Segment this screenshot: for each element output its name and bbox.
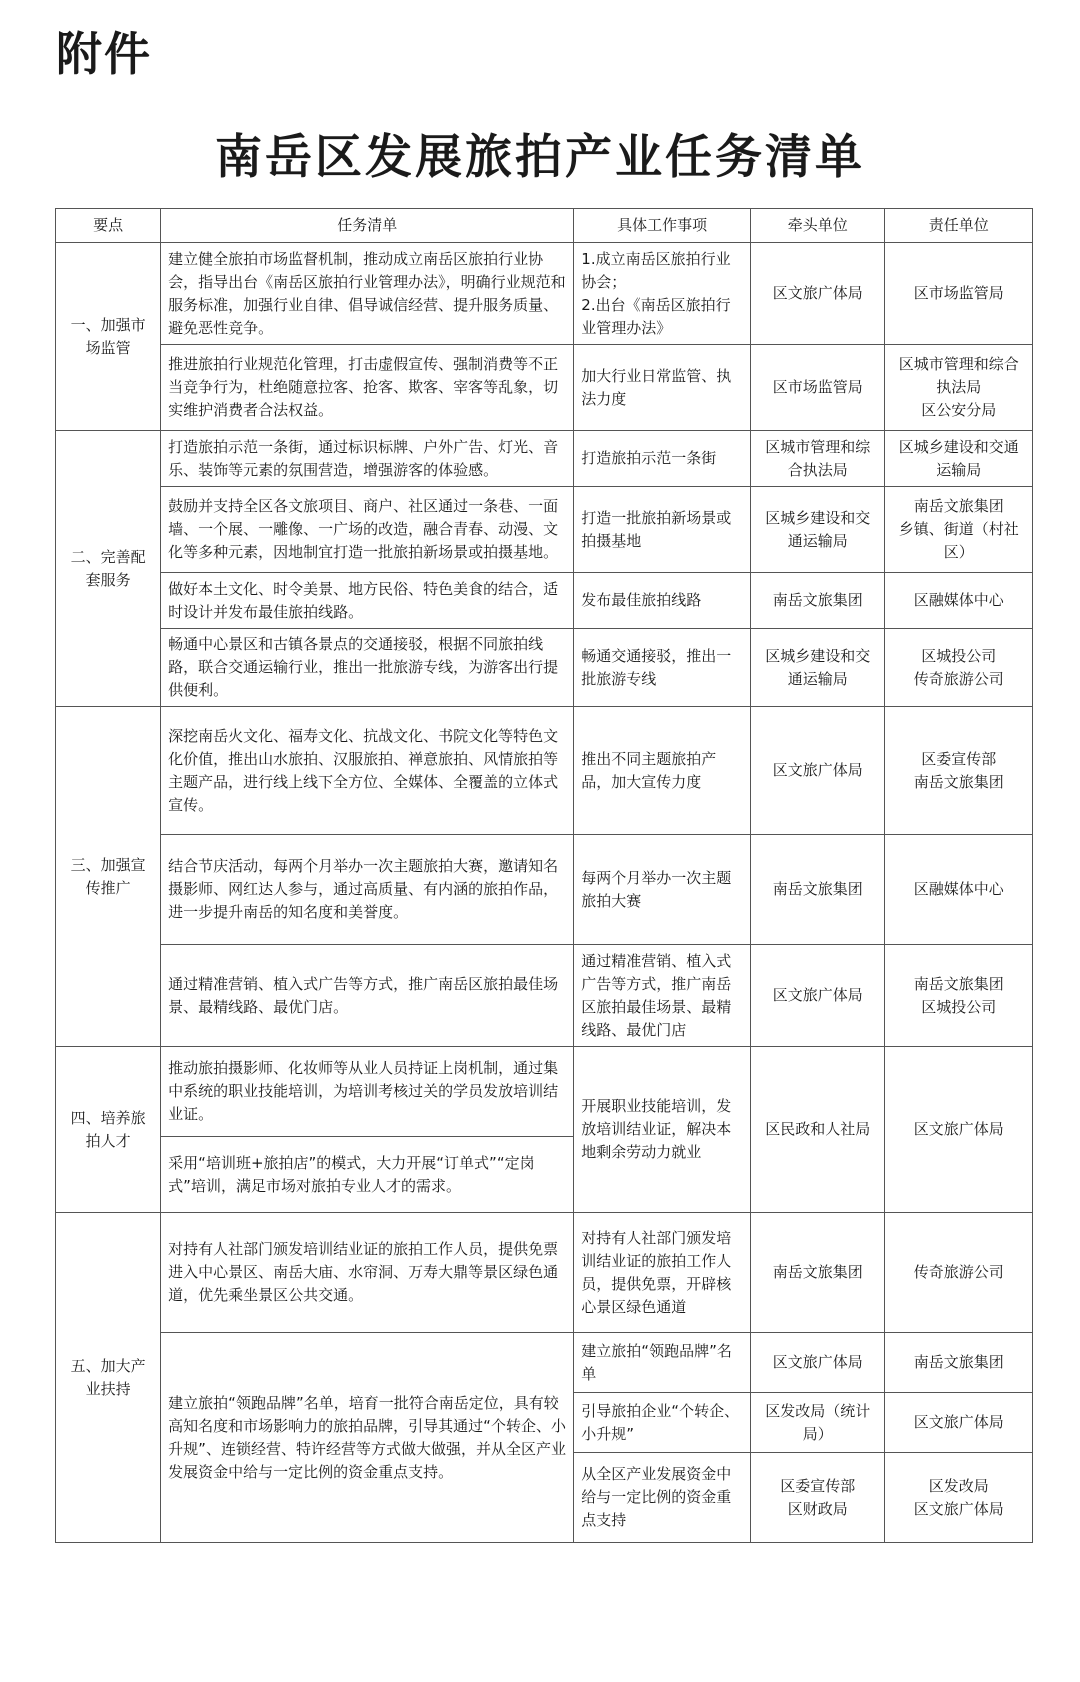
lead-cell: 区文旅广体局 — [751, 1333, 885, 1393]
lead-cell: 南岳文旅集团 — [751, 1213, 885, 1333]
resp-cell: 区发改局 区文旅广体局 — [885, 1453, 1033, 1543]
resp-cell: 区城市管理和综合执法局 区公安分局 — [885, 345, 1033, 431]
work-cell: 加大行业日常监管、执法力度 — [574, 345, 751, 431]
document-title: 南岳区发展旅拍产业任务清单 — [215, 130, 865, 185]
work-cell: 推出不同主题旅拍产品，加大宣传力度 — [574, 707, 751, 835]
task-cell: 建立旅拍“领跑品牌”名单，培育一批符合南岳定位，具有较高知名度和市场影响力的旅拍品牌，引导其通过“个转企、小升规”、连锁经营、特许经营等方式做大做强，并从全区产业发展资金中给与一定比例的资金重点支持。 — [161, 1333, 574, 1543]
section-point: 二、完善配套服务 — [56, 431, 161, 707]
lead-cell: 南岳文旅集团 — [751, 835, 885, 945]
task-cell: 畅通中心景区和古镇各景点的交通接驳，根据不同旅拍线路，联合交通运输行业，推出一批旅游专线，为游客出行提供便利。 — [161, 629, 574, 707]
lead-cell: 区委宣传部 区财政局 — [751, 1453, 885, 1543]
work-cell: 开展职业技能培训，发放培训结业证，解决本地剩余劳动力就业 — [574, 1047, 751, 1213]
table-row — [56, 1047, 1033, 1137]
section-point: 四、培养旅拍人才 — [56, 1047, 161, 1213]
table-row — [56, 243, 1033, 345]
lead-cell: 区发改局（统计局） — [751, 1393, 885, 1453]
header-resp: 责任单位 — [885, 209, 1033, 243]
table-row — [56, 629, 1033, 707]
task-cell: 鼓励并支持全区各文旅项目、商户、社区通过一条巷、一面墙、一个展、一雕像、一广场的改造，融合青春、动漫、文化等多种元素，因地制宜打造一批旅拍新场景或拍摄基地。 — [161, 487, 574, 573]
section-point: 五、加大产业扶持 — [56, 1213, 161, 1543]
work-cell: 建立旅拍“领跑品牌”名单 — [574, 1333, 751, 1393]
header-task: 任务清单 — [161, 209, 574, 243]
lead-cell: 区城乡建设和交通运输局 — [751, 487, 885, 573]
task-cell: 通过精准营销、植入式广告等方式，推广南岳区旅拍最佳场景、最精线路、最优门店。 — [161, 945, 574, 1047]
lead-cell: 区城市管理和综合执法局 — [751, 431, 885, 487]
lead-cell: 区文旅广体局 — [751, 945, 885, 1047]
work-cell: 畅通交通接驳，推出一批旅游专线 — [574, 629, 751, 707]
task-cell: 打造旅拍示范一条街，通过标识标牌、户外广告、灯光、音乐、装饰等元素的氛围营造，增强游客的体验感。 — [161, 431, 574, 487]
resp-cell: 南岳文旅集团 区城投公司 — [885, 945, 1033, 1047]
task-cell: 结合节庆活动，每两个月举办一次主题旅拍大赛，邀请知名摄影师、网红达人参与，通过高质量、有内涵的旅拍作品，进一步提升南岳的知名度和美誉度。 — [161, 835, 574, 945]
section-point: 一、加强市场监管 — [56, 243, 161, 431]
table-row — [56, 487, 1033, 573]
work-cell: 引导旅拍企业“个转企、小升规” — [574, 1393, 751, 1453]
table-row — [56, 1213, 1033, 1333]
work-cell: 打造旅拍示范一条街 — [574, 431, 751, 487]
resp-cell: 区融媒体中心 — [885, 573, 1033, 629]
task-cell: 对持有人社部门颁发培训结业证的旅拍工作人员，提供免票进入中心景区、南岳大庙、水帘洞、万寿大鼎等景区绿色通道，优先乘坐景区公共交通。 — [161, 1213, 574, 1333]
header-point: 要点 — [56, 209, 161, 243]
resp-cell: 区城乡建设和交通运输局 — [885, 431, 1033, 487]
resp-cell: 区融媒体中心 — [885, 835, 1033, 945]
task-cell: 建立健全旅拍市场监督机制，推动成立南岳区旅拍行业协会，指导出台《南岳区旅拍行业管理办法》，明确行业规范和服务标准，加强行业自律、倡导诚信经营、提升服务质量、避免恶性竞争。 — [161, 243, 574, 345]
work-cell: 打造一批旅拍新场景或拍摄基地 — [574, 487, 751, 573]
resp-cell: 传奇旅游公司 — [885, 1213, 1033, 1333]
task-cell: 采用“培训班+旅拍店”的模式，大力开展“订单式”“定岗式”培训，满足市场对旅拍专业人才的需求。 — [161, 1137, 574, 1213]
work-cell: 发布最佳旅拍线路 — [574, 573, 751, 629]
resp-cell: 区委宣传部 南岳文旅集团 — [885, 707, 1033, 835]
lead-cell: 区城乡建设和交通运输局 — [751, 629, 885, 707]
lead-cell: 区市场监管局 — [751, 345, 885, 431]
task-cell: 推进旅拍行业规范化管理，打击虚假宣传、强制消费等不正当竞争行为，杜绝随意拉客、抢客、欺客、宰客等乱象，切实维护消费者合法权益。 — [161, 345, 574, 431]
table-row — [56, 431, 1033, 487]
work-cell: 从全区产业发展资金中给与一定比例的资金重点支持 — [574, 1453, 751, 1543]
table-row — [56, 1333, 1033, 1393]
lead-cell: 区文旅广体局 — [751, 707, 885, 835]
work-cell: 1.成立南岳区旅拍行业协会； 2.出台《南岳区旅拍行业管理办法》 — [574, 243, 751, 345]
table-row — [56, 835, 1033, 945]
task-cell: 深挖南岳火文化、福寿文化、抗战文化、书院文化等特色文化价值，推出山水旅拍、汉服旅拍、禅意旅拍、风情旅拍等主题产品，进行线上线下全方位、全媒体、全覆盖的立体式宣传。 — [161, 707, 574, 835]
resp-cell: 区文旅广体局 — [885, 1393, 1033, 1453]
work-cell: 每两个月举办一次主题旅拍大赛 — [574, 835, 751, 945]
resp-cell: 区市场监管局 — [885, 243, 1033, 345]
table-header-row — [56, 209, 1033, 243]
table-row — [56, 945, 1033, 1047]
lead-cell: 区民政和人社局 — [751, 1047, 885, 1213]
lead-cell: 区文旅广体局 — [751, 243, 885, 345]
header-work: 具体工作事项 — [574, 209, 751, 243]
task-table — [55, 208, 1033, 1543]
task-cell: 做好本土文化、时令美景、地方民俗、特色美食的结合，适时设计并发布最佳旅拍线路。 — [161, 573, 574, 629]
resp-cell: 南岳文旅集团 乡镇、街道（村社区） — [885, 487, 1033, 573]
resp-cell: 区文旅广体局 — [885, 1047, 1033, 1213]
resp-cell: 南岳文旅集团 — [885, 1333, 1033, 1393]
header-lead: 牵头单位 — [751, 209, 885, 243]
table-row — [56, 573, 1033, 629]
work-cell: 对持有人社部门颁发培训结业证的旅拍工作人员，提供免票，开辟核心景区绿色通道 — [574, 1213, 751, 1333]
work-cell: 通过精准营销、植入式广告等方式，推广南岳区旅拍最佳场景、最精线路、最优门店 — [574, 945, 751, 1047]
lead-cell: 南岳文旅集团 — [751, 573, 885, 629]
resp-cell: 区城投公司 传奇旅游公司 — [885, 629, 1033, 707]
table-row — [56, 345, 1033, 431]
table-row — [56, 707, 1033, 835]
attachment-label: 附件 — [56, 27, 152, 81]
section-point: 三、加强宣传推广 — [56, 707, 161, 1047]
task-cell: 推动旅拍摄影师、化妆师等从业人员持证上岗机制，通过集中系统的职业技能培训，为培训考核过关的学员发放培训结业证。 — [161, 1047, 574, 1137]
